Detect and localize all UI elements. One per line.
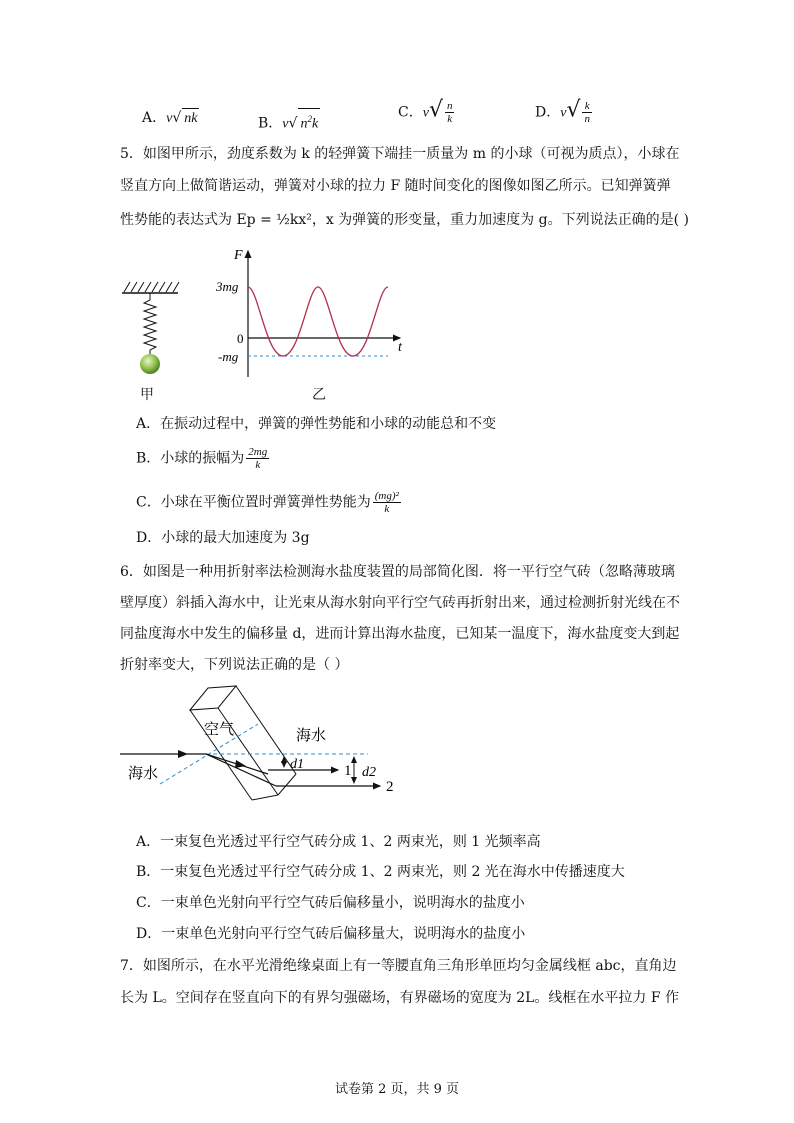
- q5-option-a: A．在振动过程中，弹簧的弹性势能和小球的动能总和不变: [136, 416, 497, 432]
- fig-label-yi: 乙: [312, 387, 326, 403]
- q7-line-1: 7．如图所示，在水平光滑绝缘桌面上有一等腰直角三角形单匝均匀金属线框 abc，直角边: [120, 958, 677, 974]
- q7-line-2: 长为 L。空间存在竖直向下的有界匀强磁场，有界磁场的宽度为 2L。线框在水平拉力 F 作: [120, 990, 680, 1006]
- air-brick-figure: [118, 680, 408, 810]
- q5-line-1: 5．如图甲所示，劲度系数为 k 的轻弹簧下端挂一质量为 m 的小球（可视为质点），小球在: [120, 146, 680, 162]
- q6-option-a: A．一束复色光透过平行空气砖分成 1、2 两束光，则 1 光频率高: [136, 834, 541, 850]
- q5-option-c: C．小球在平衡位置时弹簧弹性势能为 $\frac{\text{(mg)²}}{k}$: [136, 490, 399, 515]
- q4-option-b: B．v√ $n^2k$: [258, 108, 320, 135]
- label-ray-2: 2: [386, 779, 394, 795]
- q5-line-2: 竖直方向上做简谐运动，弹簧对小球的拉力 F 随时间变化的图像如图乙所示。已知弹簧弹: [120, 178, 671, 194]
- spring-figure: [118, 276, 188, 381]
- refracted-ray-2: [206, 754, 276, 786]
- fig-label-jia: 甲: [140, 387, 154, 403]
- q5-line-3: [120, 210, 689, 230]
- q5-energy-formula: 性势能的表达式为 Ep = ½kx²，: [120, 212, 326, 228]
- q5-line-3-rest: x 为弹簧的形变量，重力加速度为 g。下列说法正确的是( ): [325, 212, 689, 228]
- q6-option-b: B．一束复色光透过平行空气砖分成 1、2 两束光，则 2 光在海水中传播速度大: [136, 864, 625, 880]
- ball: [140, 354, 160, 374]
- label-F: F: [234, 248, 243, 263]
- q5-option-c-fraction: $\frac{\text{(mg)²}}{k}$: [374, 490, 399, 515]
- q5-option-b: B．小球的振幅为 $\frac{2mg}{k}$: [136, 446, 268, 471]
- q6-line-2: 壁厚度）斜插入海水中，让光束从海水射向平行空气砖再折射出来，通过检测折射光线在不: [120, 595, 680, 611]
- q4-option-d: D．v√ $\frac{k}{n}$: [535, 97, 590, 125]
- label-0: 0: [237, 331, 244, 346]
- air-brick: [190, 686, 296, 800]
- label-d1: d1: [290, 757, 304, 772]
- q6-option-d: D．一束单色光射向平行空气砖后偏移量大，说明海水的盐度小: [136, 926, 526, 942]
- q5-option-b-fraction: $\frac{2mg}{k}$: [248, 446, 268, 471]
- label-d2: d2: [362, 765, 376, 780]
- force-time-graph: [210, 245, 410, 380]
- label-seawater-top: 海水: [296, 728, 327, 744]
- q6-line-4: 折射率变大，下列说法正确的是（ ）: [120, 657, 349, 673]
- spring-coil: [144, 293, 156, 354]
- label-3mg: 3mg: [216, 279, 239, 294]
- q5-option-d: D．小球的最大加速度为 3g: [136, 530, 310, 546]
- ceiling-hatch: [122, 282, 179, 293]
- label-ray-1: 1: [344, 763, 352, 779]
- q6-line-1: 6．如图是一种用折射率法检测海水盐度装置的局部简化图．将一平行空气砖（忽略薄玻璃: [120, 564, 675, 580]
- q6-line-3: 同盐度海水中发生的偏移量 d，进而计算出海水盐度，已知某一温度下，海水盐度变大到起: [120, 626, 680, 642]
- q4-option-a: A．v√ nk: [142, 108, 199, 129]
- label-t: t: [398, 340, 402, 355]
- q6-option-c: C．一束单色光射向平行空气砖后偏移量小，说明海水的盐度小: [136, 895, 525, 911]
- label-seawater-left: 海水: [128, 766, 159, 782]
- page-footer: 试卷第 2 页，共 9 页: [334, 1082, 460, 1097]
- label-air: 空气: [204, 722, 235, 738]
- force-curve: [248, 287, 388, 356]
- q4-option-c: C．v√ $\frac{n}{k}$: [398, 97, 453, 125]
- label-neg-mg: -mg: [218, 349, 239, 364]
